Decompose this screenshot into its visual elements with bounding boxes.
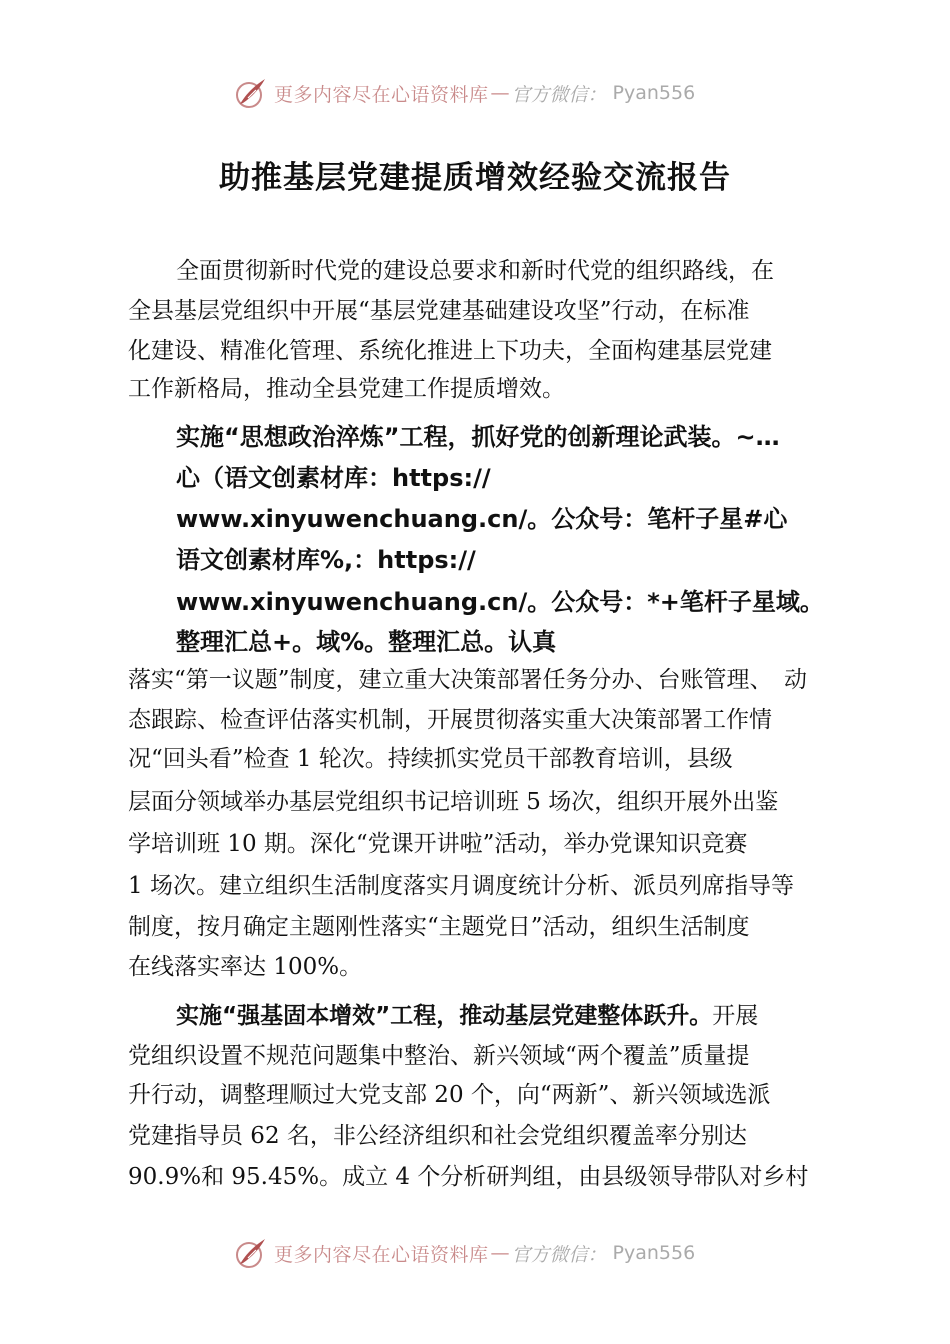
section1-body-line: 在线落实率达 100%。	[128, 954, 363, 980]
section1-body-line: 态跟踪、检查评估落实机制，开展贯彻落实重大决策部署工作情	[128, 707, 772, 733]
section1-heading-line: www.xinyuwenchuang.cn/。公众号：笔杆子星#心	[176, 505, 788, 533]
header-watermark	[234, 73, 734, 113]
footer-watermark	[234, 1233, 734, 1273]
section2-body-line: 90.9%和 95.45%。成立 4 个分析研判组，由县级领导带队对乡村	[128, 1164, 809, 1190]
section2-first-line	[176, 1000, 758, 1032]
watermark-wechat-id: Pyan556	[612, 82, 696, 104]
watermark-wechat-id: Pyan556	[612, 1242, 696, 1264]
section1-body-line: 况“回头看”检查 1 轮次。持续抓实党员干部教育培训，县级	[128, 746, 733, 772]
section1-heading-line: www.xinyuwenchuang.cn/。公众号：*+笔杆子星域。	[176, 588, 824, 616]
intro-line: 化建设、精准化管理、系统化推进上下功夫，全面构建基层党建	[128, 338, 772, 364]
quill-logo-icon	[234, 1236, 268, 1270]
watermark-wechat-label: 官方微信：	[511, 83, 607, 106]
section1-heading-line: 实施“思想政治淬炼”工程，抓好党的创新理论武装。~…	[176, 423, 780, 451]
intro-line: 全县基层党组织中开展“基层党建基础建设攻坚”行动，在标准	[128, 298, 750, 324]
section2-body-line: 党建指导员 62 名，非公经济组织和社会党组织覆盖率分别达	[128, 1123, 747, 1149]
watermark-dash: —	[490, 82, 510, 104]
section1-heading-line: 语文创素材库%,：https://	[176, 546, 476, 574]
section1-heading-line: 心（语文创素材库：https://	[176, 464, 491, 492]
section1-body-line: 层面分领域举办基层党组织书记培训班 5 场次，组织开展外出鉴	[128, 789, 779, 815]
section2-heading-tail: 开展	[712, 1003, 759, 1029]
watermark-wechat-label: 官方微信：	[511, 1243, 607, 1266]
section1-body-line: 学培训班 10 期。深化“党课开讲啦”活动，举办党课知识竞赛	[128, 831, 748, 857]
section2-heading: 实施“强基固本增效”工程，推动基层党建整体跃升。	[176, 1003, 713, 1029]
section2-body-line: 升行动，调整理顺过大党支部 20 个，向“两新”、新兴领域选派	[128, 1082, 771, 1108]
section1-body-line: 制度，按月确定主题刚性落实“主题党日”活动，组织生活制度	[128, 914, 750, 940]
watermark-dash: —	[490, 1242, 510, 1264]
section1-body-line: 1 场次。建立组织生活制度落实月调度统计分析、派员列席指导等	[128, 873, 794, 899]
section1-heading-line: 整理汇总+。域%。整理汇总。认真	[176, 628, 557, 656]
watermark-text: 更多内容尽在心语资料库	[274, 1243, 489, 1266]
section2-body-line: 党组织设置不规范问题集中整治、新兴领域“两个覆盖”质量提	[128, 1043, 750, 1069]
intro-line: 工作新格局，推动全县党建工作提质增效。	[128, 376, 565, 402]
watermark-text: 更多内容尽在心语资料库	[274, 83, 489, 106]
intro-line: 全面贯彻新时代党的建设总要求和新时代党的组织路线，在	[176, 258, 774, 284]
document-title: 助推基层党建提质增效经验交流报告	[219, 160, 731, 196]
section1-body-line: 落实“第一议题”制度，建立重大决策部署任务分办、台账管理、 动	[128, 667, 808, 693]
quill-logo-icon	[234, 76, 268, 110]
